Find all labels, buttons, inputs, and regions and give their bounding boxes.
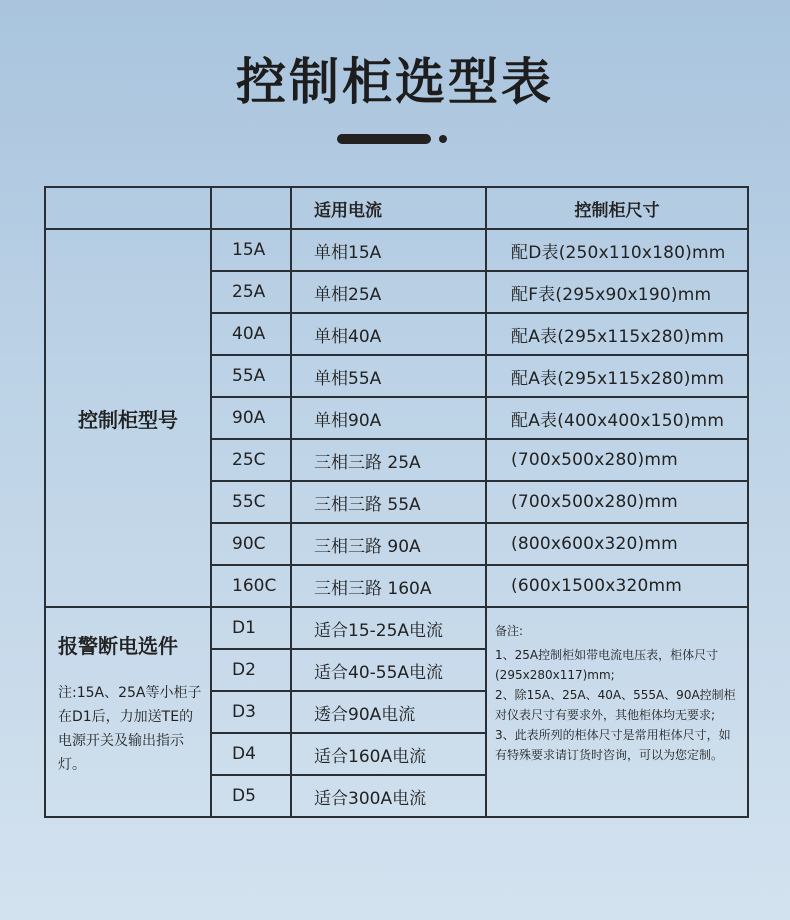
model-current: 三相三路 90A: [291, 523, 486, 565]
option-code: D2: [211, 649, 291, 691]
selection-table: [44, 186, 749, 818]
option-current: 透合90A电流: [291, 691, 486, 733]
remarks-line: 3、此表所列的柜体尺寸是常用柜体尺寸，如有特殊要求请订货时咨询，可以为您定制。: [495, 728, 731, 762]
model-code: 55C: [211, 481, 291, 523]
option-code: D4: [211, 733, 291, 775]
model-code: 90C: [211, 523, 291, 565]
header-blank-code-cell: [211, 187, 291, 229]
option-current: 适合15-25A电流: [291, 607, 486, 649]
model-current: 单相15A: [291, 229, 486, 271]
title-underline: [337, 134, 431, 144]
model-code: 90A: [211, 397, 291, 439]
alarm-group-note: 注:15A、25A等小柜子在D1后，力加送TE的电源开关及输出指示灯。: [58, 685, 202, 773]
model-current: 三相三路 55A: [291, 481, 486, 523]
option-current: 适合160A电流: [291, 733, 486, 775]
model-size: 配A表(400x400x150)mm: [486, 397, 748, 439]
model-size: (700x500x280)mm: [486, 481, 748, 523]
table-row: [45, 607, 748, 649]
header-current: 适用电流: [291, 187, 486, 229]
model-size: (800x600x320)mm: [486, 523, 748, 565]
model-code: 55A: [211, 355, 291, 397]
model-current: 单相90A: [291, 397, 486, 439]
alarm-group-cell: [45, 607, 211, 817]
model-code: 160C: [211, 565, 291, 607]
page-title: 控制柜选型表: [236, 53, 554, 111]
model-size: 配A表(295x115x280)mm: [486, 313, 748, 355]
remarks-line: 2、除15A、25A、40A、555A、90A控制柜对仪表尺寸有要求外，其他柜体均无要求;: [495, 688, 736, 722]
model-size: 配A表(295x115x280)mm: [486, 355, 748, 397]
remarks-title: 备注:: [495, 624, 524, 638]
model-code: 25C: [211, 439, 291, 481]
model-size: 配D表(250x110x180)mm: [486, 229, 748, 271]
model-current: 单相55A: [291, 355, 486, 397]
model-code: 15A: [211, 229, 291, 271]
alarm-group-label: 报警断电选件: [58, 634, 178, 658]
header-blank-cell: [45, 187, 211, 229]
model-current: 单相25A: [291, 271, 486, 313]
header-size: 控制柜尺寸: [486, 187, 748, 229]
option-code: D1: [211, 607, 291, 649]
table-row: [45, 229, 748, 271]
model-group-label: 控制柜型号: [45, 229, 211, 607]
model-current: 三相三路 160A: [291, 565, 486, 607]
model-size: 配F表(295x90x190)mm: [486, 271, 748, 313]
model-current: 单相40A: [291, 313, 486, 355]
option-code: D5: [211, 775, 291, 817]
option-current: 适合40-55A电流: [291, 649, 486, 691]
model-code: 40A: [211, 313, 291, 355]
remarks-line: 1、25A控制柜如带电流电压表，柜体尺寸(295x280x117)mm;: [495, 648, 719, 682]
model-size: (600x1500x320mm: [486, 565, 748, 607]
model-code: 25A: [211, 271, 291, 313]
title-dot: [439, 135, 447, 143]
remarks-cell: [486, 607, 748, 817]
table-header-row: [45, 187, 748, 229]
model-current: 三相三路 25A: [291, 439, 486, 481]
model-size: (700x500x280)mm: [486, 439, 748, 481]
option-code: D3: [211, 691, 291, 733]
option-current: 适合300A电流: [291, 775, 486, 817]
